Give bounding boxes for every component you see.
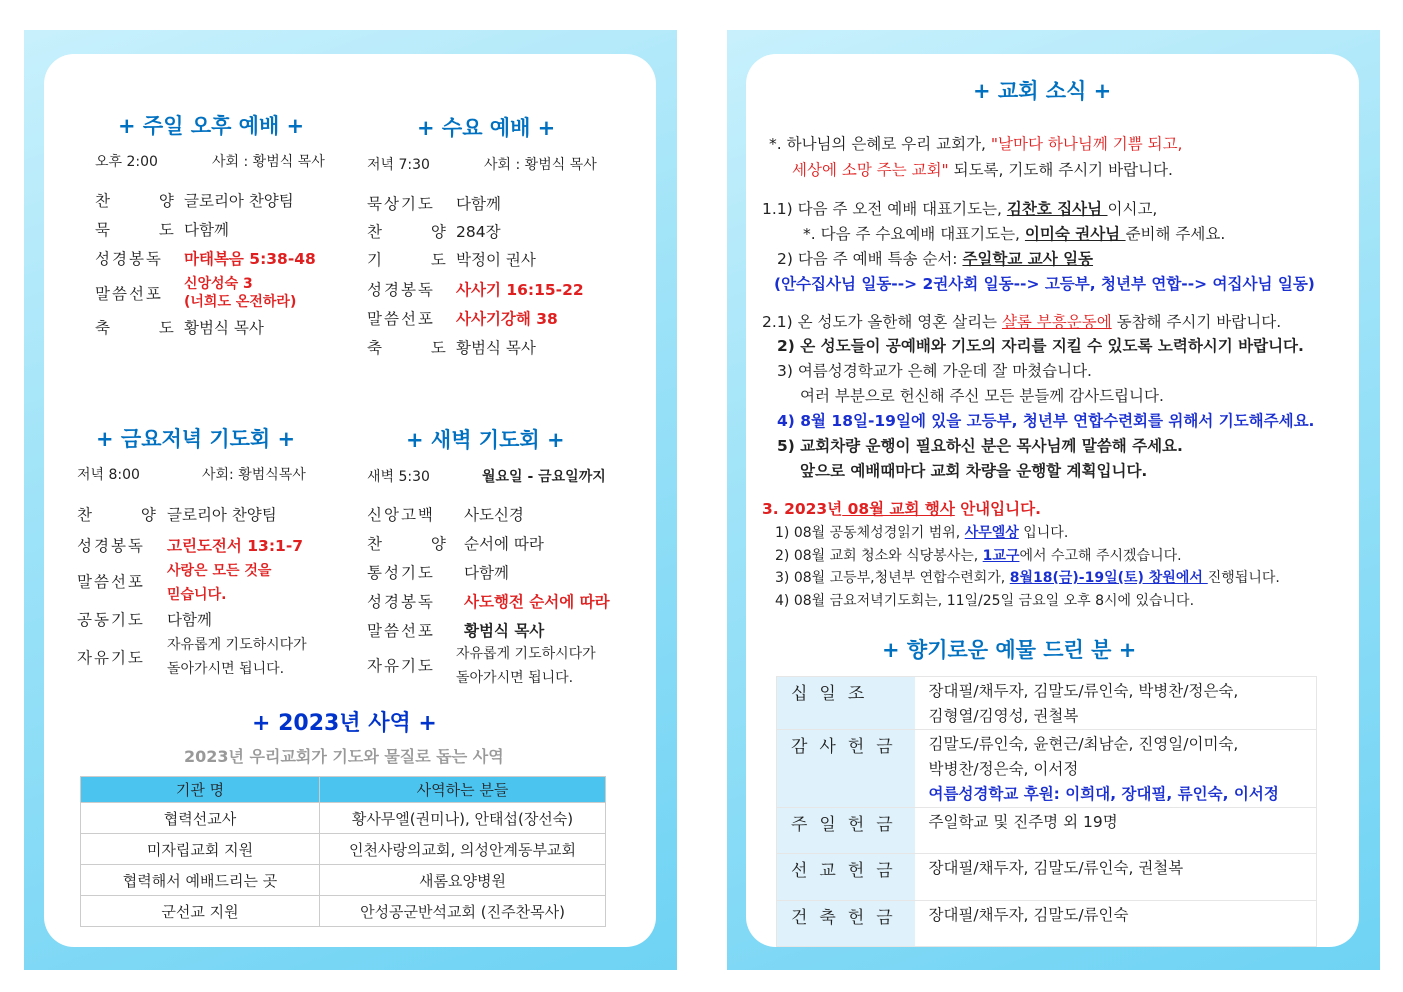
wed-host: 사회 : 황범식 목사 bbox=[484, 157, 597, 173]
dawn-value: 자유롭게 기도하시다가 bbox=[456, 646, 596, 662]
sunday-label: 찬 양 bbox=[95, 192, 176, 210]
fri-value: 사랑은 모든 것을 bbox=[167, 563, 272, 579]
news-text: *. 하나님의 은혜로 우리 교회가, bbox=[769, 135, 991, 153]
news-text: 동참해 주시기 바랍니다. bbox=[1111, 313, 1282, 331]
fri-label: 찬 양 bbox=[77, 506, 158, 524]
fri-host: 사회: 황범식목사 bbox=[202, 467, 306, 483]
offering-value: 김말도/류인숙, 윤현근/최남순, 진영일/이미숙, bbox=[928, 735, 1239, 753]
offering-value: 장대필/채두자, 김말도/류인숙, 박병찬/정은숙, bbox=[928, 682, 1239, 700]
fri-label: 공동기도 bbox=[77, 611, 145, 629]
fri-time: 저녁 8:00 bbox=[77, 467, 140, 483]
ministry-header: 기관 명 bbox=[81, 777, 320, 803]
news-text: "날마다 하나님께 기쁨 되고, bbox=[990, 135, 1183, 153]
offering-label: 건축헌금 bbox=[777, 901, 915, 947]
fri-label: 말씀선포 bbox=[77, 573, 145, 591]
news-text: 진행됩니다. bbox=[1207, 570, 1280, 586]
sunday-label: 성경봉독 bbox=[95, 250, 163, 268]
ministry-cell: 새롬요양병원 bbox=[320, 865, 606, 896]
news-3-3 bbox=[775, 567, 1280, 587]
offering-value: 주일학교 및 진주명 외 19명 bbox=[928, 813, 1118, 831]
news-1-2 bbox=[777, 247, 1093, 269]
sunday-value: 다함께 bbox=[184, 221, 229, 239]
dawn-label: 찬 양 bbox=[367, 535, 448, 553]
dawn-time: 새벽 5:30 bbox=[367, 469, 430, 485]
offering-value: 장대필/채두자, 김말도/류인숙, 권철복 bbox=[928, 859, 1184, 877]
wed-title: + 수요 예배 + bbox=[417, 116, 556, 140]
sunday-host: 사회 : 황범식 목사 bbox=[212, 154, 325, 170]
wed-value: 사사기 16:15-22 bbox=[456, 281, 584, 299]
news-text: 입니다. bbox=[1018, 525, 1069, 541]
fri-value: 다함께 bbox=[167, 611, 212, 629]
news-1-1 bbox=[762, 197, 1157, 219]
offering-table bbox=[776, 676, 1317, 947]
news-2-1 bbox=[762, 310, 1281, 332]
wed-value: 다함께 bbox=[456, 195, 501, 213]
news-1-2b: (안수집사님 일동--> 2권사회 일동--> 고등부, 청년부 연합--> 여집사님 일동) bbox=[774, 275, 1315, 293]
news-text: *. 다음 주 수요예배 대표기도는, bbox=[803, 225, 1025, 243]
wed-label: 기 도 bbox=[367, 251, 448, 269]
offering-cell bbox=[915, 730, 1317, 808]
wed-label: 성경봉독 bbox=[367, 281, 435, 299]
wed-value: 박정이 권사 bbox=[456, 251, 536, 269]
news-intro-2 bbox=[792, 158, 1173, 180]
sunday-value: 마태복음 5:38-48 bbox=[184, 250, 316, 268]
wed-time: 저녁 7:30 bbox=[367, 157, 430, 173]
news-2-2: 2) 온 성도들이 공예배와 기도의 자리를 지킬 수 있도록 노력하시기 바랍니다. bbox=[777, 337, 1304, 355]
news-text: 3. 2023년 bbox=[762, 500, 843, 518]
wed-value: 사사기강해 38 bbox=[456, 310, 558, 328]
offering-value: 김형열/김영성, 권철복 bbox=[928, 707, 1079, 725]
dawn-value-2: 돌아가시면 됩니다. bbox=[456, 670, 574, 686]
news-text: 이시고, bbox=[1107, 200, 1158, 218]
dawn-title: + 새벽 기도회 + bbox=[406, 428, 565, 452]
fri-value-2: 믿습니다. bbox=[167, 587, 227, 603]
sunday-title: + 주일 오후 예배 + bbox=[118, 114, 305, 138]
ministry-cell: 황사무엘(권미나), 안태섭(장선숙) bbox=[320, 803, 606, 834]
fri-label: 자유기도 bbox=[77, 649, 145, 667]
sunday-value-2: (너희도 온전하라) bbox=[184, 294, 297, 310]
offering-cell bbox=[915, 677, 1317, 730]
dawn-host: 월요일 - 금요일까지 bbox=[482, 469, 606, 485]
news-3 bbox=[762, 497, 1041, 519]
wed-label: 축 도 bbox=[367, 339, 448, 357]
news-text: 에서 수고해 주시겠습니다. bbox=[1019, 548, 1182, 564]
wed-label: 찬 양 bbox=[367, 223, 448, 241]
offering-value: 장대필/채두자, 김말도/류인숙 bbox=[928, 906, 1129, 924]
ministry-header: 사역하는 분들 bbox=[320, 777, 606, 803]
news-text: 김찬호 집사님 bbox=[1006, 200, 1108, 218]
news-text: 이미숙 권사님 bbox=[1024, 225, 1126, 243]
news-text: 샬롬 부흥운동에 bbox=[1001, 313, 1112, 331]
ministry-cell: 미자립교회 지원 bbox=[81, 834, 320, 865]
sunday-label: 축 도 bbox=[95, 319, 176, 337]
wed-label: 말씀선포 bbox=[367, 310, 435, 328]
fri-value: 자유롭게 기도하시다가 bbox=[167, 637, 307, 653]
offering-label: 주일헌금 bbox=[777, 808, 915, 854]
sunday-label: 말씀선포 bbox=[95, 285, 163, 303]
news-text: 8월18(금)-19일(토) 창원에서 bbox=[1009, 570, 1208, 586]
news-text: 1) 08월 공동체성경읽기 범위, bbox=[775, 525, 965, 541]
news-text: 1.1) 다음 주 오전 예배 대표기도는, bbox=[762, 200, 1007, 218]
news-2-4: 4) 8월 18일-19일에 있을 고등부, 청년부 연합수련회를 위해서 기도해주세요. bbox=[777, 412, 1315, 430]
wed-value: 황범식 목사 bbox=[456, 339, 536, 357]
news-text: 3) 08월 고등부,청년부 연합수련회가, bbox=[775, 570, 1010, 586]
dawn-value: 사도행전 순서에 따라 bbox=[464, 593, 610, 611]
news-2-3: 3) 여름성경학교가 은혜 가운데 잘 마쳤습니다. bbox=[777, 362, 1092, 380]
fri-value: 글로리아 찬양팀 bbox=[167, 506, 277, 524]
news-text: 안내입니다. bbox=[954, 500, 1041, 518]
sunday-value: 신앙성숙 3 bbox=[184, 276, 253, 292]
news-3-2 bbox=[775, 545, 1182, 565]
news-intro-1 bbox=[769, 132, 1182, 154]
dawn-label: 신앙고백 bbox=[367, 506, 435, 524]
ministry-cell: 인천사랑의교회, 의성안계동부교회 bbox=[320, 834, 606, 865]
news-text: 세상에 소망 주는 교회" bbox=[792, 161, 949, 179]
ministry-cell: 군선교 지원 bbox=[81, 896, 320, 927]
dawn-value: 황범식 목사 bbox=[464, 622, 545, 640]
news-text: 준비해 주세요. bbox=[1125, 225, 1226, 243]
news-2-5: 5) 교회차량 운행이 필요하신 분은 목사님께 말씀해 주세요. bbox=[777, 437, 1183, 455]
ministry-cell: 협력해서 예배드리는 곳 bbox=[81, 865, 320, 896]
news-2-5b: 앞으로 예배때마다 교회 차량을 운행할 계획입니다. bbox=[800, 462, 1148, 480]
fri-label: 성경봉독 bbox=[77, 537, 145, 555]
news-text: 2) 08월 교회 청소와 식당봉사는, bbox=[775, 548, 983, 564]
dawn-label: 통성기도 bbox=[367, 564, 435, 582]
news-2-3b: 여러 부분으로 헌신해 주신 모든 분들께 감사드립니다. bbox=[800, 387, 1164, 405]
news-text: 2.1) 온 성도가 올한해 영혼 살리는 bbox=[762, 313, 1002, 331]
offering-label: 십일조 bbox=[777, 677, 915, 730]
news-title: + 교회 소식 + bbox=[973, 79, 1112, 103]
fri-value: 고린도전서 13:1-7 bbox=[167, 537, 304, 555]
offering-label: 선교헌금 bbox=[777, 854, 915, 901]
sunday-time: 오후 2:00 bbox=[95, 154, 158, 170]
dawn-value: 순서에 따라 bbox=[464, 535, 544, 553]
news-text: 되도록, 기도해 주시기 바랍니다. bbox=[948, 161, 1173, 179]
news-3-1 bbox=[775, 522, 1068, 542]
ministry-table bbox=[80, 776, 606, 927]
dawn-label: 말씀선포 bbox=[367, 622, 435, 640]
wed-label: 묵상기도 bbox=[367, 195, 435, 213]
sunday-value: 글로리아 찬양팀 bbox=[184, 192, 294, 210]
dawn-label: 성경봉독 bbox=[367, 593, 435, 611]
news-text: 1교구 bbox=[982, 548, 1020, 564]
fri-value-2: 돌아가시면 됩니다. bbox=[167, 661, 285, 677]
news-text: 주일학교 교사 일동 bbox=[962, 250, 1094, 268]
news-1-1b bbox=[803, 222, 1225, 244]
sunday-label: 묵 도 bbox=[95, 221, 176, 239]
news-text: 사무엘상 bbox=[964, 525, 1019, 541]
sunday-value: 황범식 목사 bbox=[184, 319, 264, 337]
ministry-cell: 협력선교사 bbox=[81, 803, 320, 834]
dawn-value: 사도신경 bbox=[464, 506, 524, 524]
offering-label: 감사헌금 bbox=[777, 730, 915, 808]
news-text: 2) 다음 주 예배 특송 순서: bbox=[777, 250, 963, 268]
offering-value: 여름성경학교 후원: 이희대, 장대필, 류인숙, 이서정 bbox=[928, 785, 1279, 803]
dawn-value: 다함께 bbox=[464, 564, 509, 582]
offering-title: + 향기로운 예물 드린 분 + bbox=[882, 638, 1137, 662]
wed-value: 284장 bbox=[456, 223, 501, 241]
ministry-subtitle: 2023년 우리교회가 기도와 물질로 돕는 사역 bbox=[184, 747, 504, 766]
dawn-label: 자유기도 bbox=[367, 657, 435, 675]
ministry-title: + 2023년 사역 + bbox=[252, 711, 437, 736]
fri-title: + 금요저녁 기도회 + bbox=[96, 427, 296, 451]
news-3-4: 4) 08월 금요저녁기도회는, 11일/25일 금요일 오후 8시에 있습니다. bbox=[775, 593, 1195, 609]
offering-value: 박병찬/정은숙, 이서정 bbox=[928, 760, 1079, 778]
news-text: 08월 교회 행사 bbox=[842, 500, 955, 518]
ministry-cell: 안성공군반석교회 (진주찬목사) bbox=[320, 896, 606, 927]
